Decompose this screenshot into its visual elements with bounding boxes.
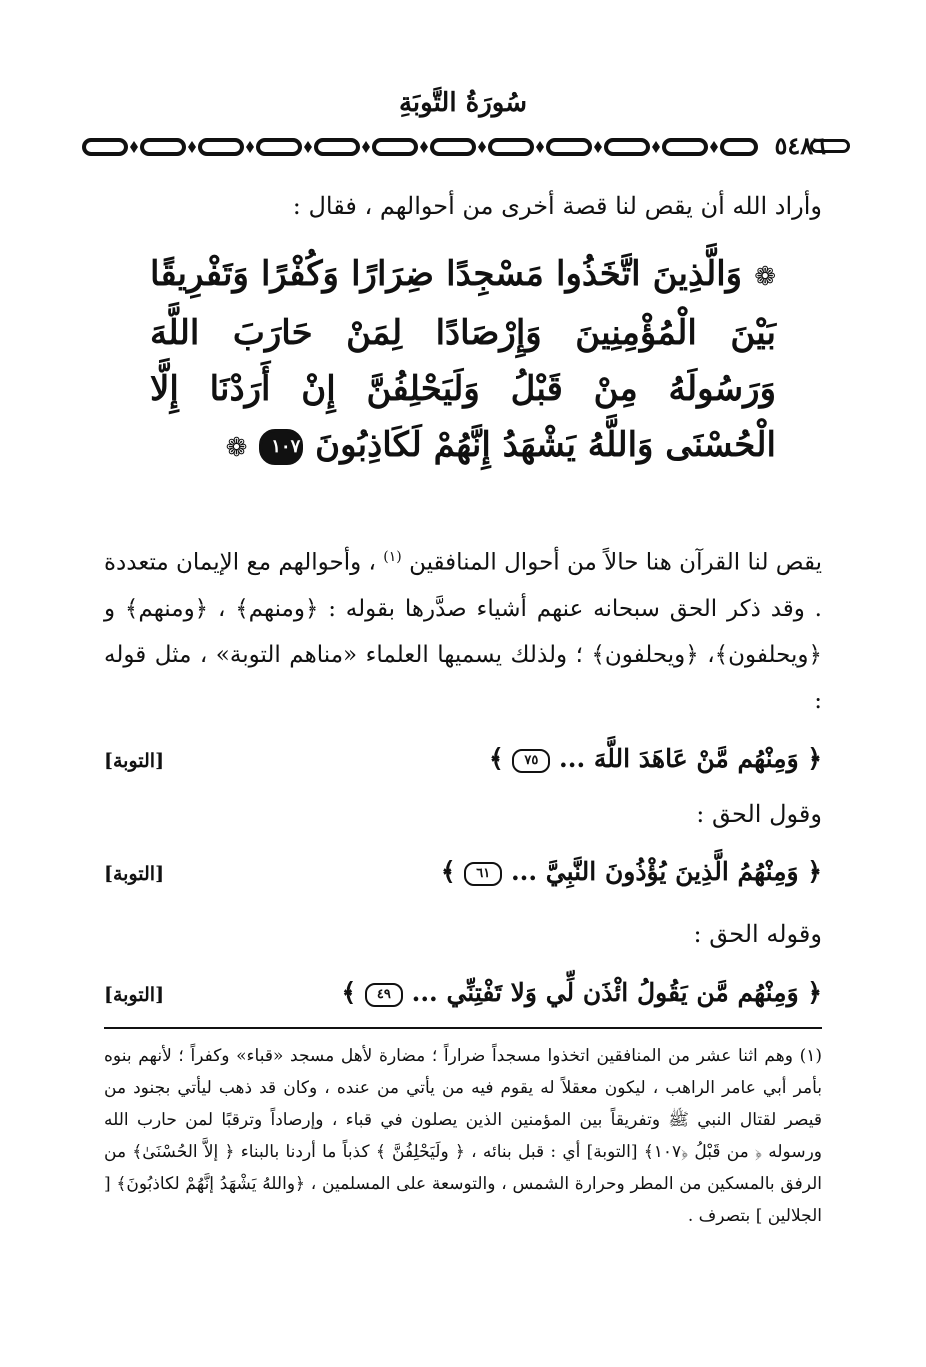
intro-line: وأراد الله أن يقص لنا قصة أخرى من أحوالهم ، فقال : xyxy=(292,192,822,220)
quote-ayah-badge: ٤٩ xyxy=(365,983,403,1007)
quote-text xyxy=(489,744,822,773)
quran-verse-block xyxy=(150,246,776,476)
surah-title: سُورَةُ التَّوبَةِ xyxy=(398,88,528,118)
quote-text xyxy=(441,857,822,886)
lead-line: وقوله الحق : xyxy=(693,920,822,948)
quote-text xyxy=(342,978,822,1007)
surah-reference: [التوبة] xyxy=(104,750,165,772)
quote-ayah-badge: ٧٥ xyxy=(512,749,550,773)
surah-reference: [التوبة] xyxy=(104,984,165,1006)
surah-reference: [التوبة] xyxy=(104,863,165,885)
quote-words: ﴿ وَمِنْهُمُ الَّذِينَ يُؤْذُونَ النَّبِيَّ ... xyxy=(510,857,822,886)
commentary-part-2: ، وأحوالهم مع الإيمان متعددة . وقد ذكر الحق سبحانه عنهم أشياء صدَّرها بقوله : ﴿ومنهم﴾ ، ﴿ومنهم﴾ و ﴿ويحلفون﴾، ﴿ويحلفون﴾ ؛ ولذلك يسميها العلماء «مناهم التوبة» ، مثل قوله : xyxy=(104,549,822,714)
footnote-reference: (١) xyxy=(383,549,402,565)
verse-text: وَالَّذِينَ اتَّخَذُوا مَسْجِدًا ضِرَارًا وَكُفْرًا وَتَفْرِيقًا بَيْنَ الْمُؤْمِنِينَ وَإِرْصَادًا لِمَنْ حَارَبَ اللَّهَ وَرَسُولَهُ مِنْ قَبْلُ وَلَيَحْلِفُنَّ إِنْ أَرَدْنَا إِلَّا الْحُسْنَى وَاللَّهُ يَشْهَدُ إِنَّهُمْ لَكَاذِبُونَ xyxy=(150,254,776,465)
quote-close-bracket: ﴾ xyxy=(341,978,357,1007)
footnote-divider xyxy=(104,1027,822,1029)
quote-words: ﴿ وَمِنْهُم مَّنْ عَاهَدَ اللَّهَ ... xyxy=(559,744,822,773)
quote-words: ﴿ وَمِنْهُم مَّن يَقُولُ ائْذَن لِّي وَلا تَفْتِنِّي ... xyxy=(411,978,822,1007)
verse-end-ornament: ❁ xyxy=(225,433,248,463)
lead-line: وقول الحق : xyxy=(696,800,822,828)
footnote: (١) وهم اثنا عشر من المنافقين اتخذوا مسجداً ضراراً ؛ مضارة لأهل مسجد «قباء» وكفراً ؛ لأنهم بنوه بأمر أبي عامر الراهب ، ليكون معقلاً له يقوم فيه من يأتي من عنده ، وكان قد ذهب ليأتي بجنود من قيصر لقتال النبي ﷺ وتفريقاً بين المؤمنين الذين يصلون في قباء ، وإرصاداً وترقبًا لمن حارب الله ورسوله ﴿ من قَبْلُ ﴿١٠٧﴾ [التوبة] أي : قبل بنائه ، ﴿ ولَيَحْلِفُنَّ ﴾ كذباً ما أردنا بالبناء ﴿ إلاَّ الحُسْنَىٰ﴾ من الرفق بالمسكين من المطر وحرارة الشمس ، والتوسعة على المسلمين ، ﴿واللهُ يَشْهَدُ إنَّهُمْ لكاذبُونَ﴾ [ الجلالين ] بتصرف . xyxy=(104,1046,822,1226)
quote-close-bracket: ﴾ xyxy=(440,857,456,886)
verse-start-ornament: ❁ xyxy=(754,262,776,292)
commentary-part-1: يقص لنا القرآن هنا حالاً من أحوال المنافقين xyxy=(409,549,822,576)
page-number: ٥٤٨٦ xyxy=(774,131,826,160)
page-header-ornament xyxy=(80,132,850,162)
quote-row xyxy=(104,978,822,1022)
ayah-number-badge: ١٠٧ xyxy=(259,429,303,465)
quote-row xyxy=(104,744,822,788)
quote-row xyxy=(104,857,822,901)
quote-ayah-badge: ٦١ xyxy=(464,862,502,886)
quote-close-bracket: ﴾ xyxy=(488,744,504,773)
commentary-paragraph xyxy=(104,534,822,724)
ornament-chain xyxy=(80,132,760,162)
